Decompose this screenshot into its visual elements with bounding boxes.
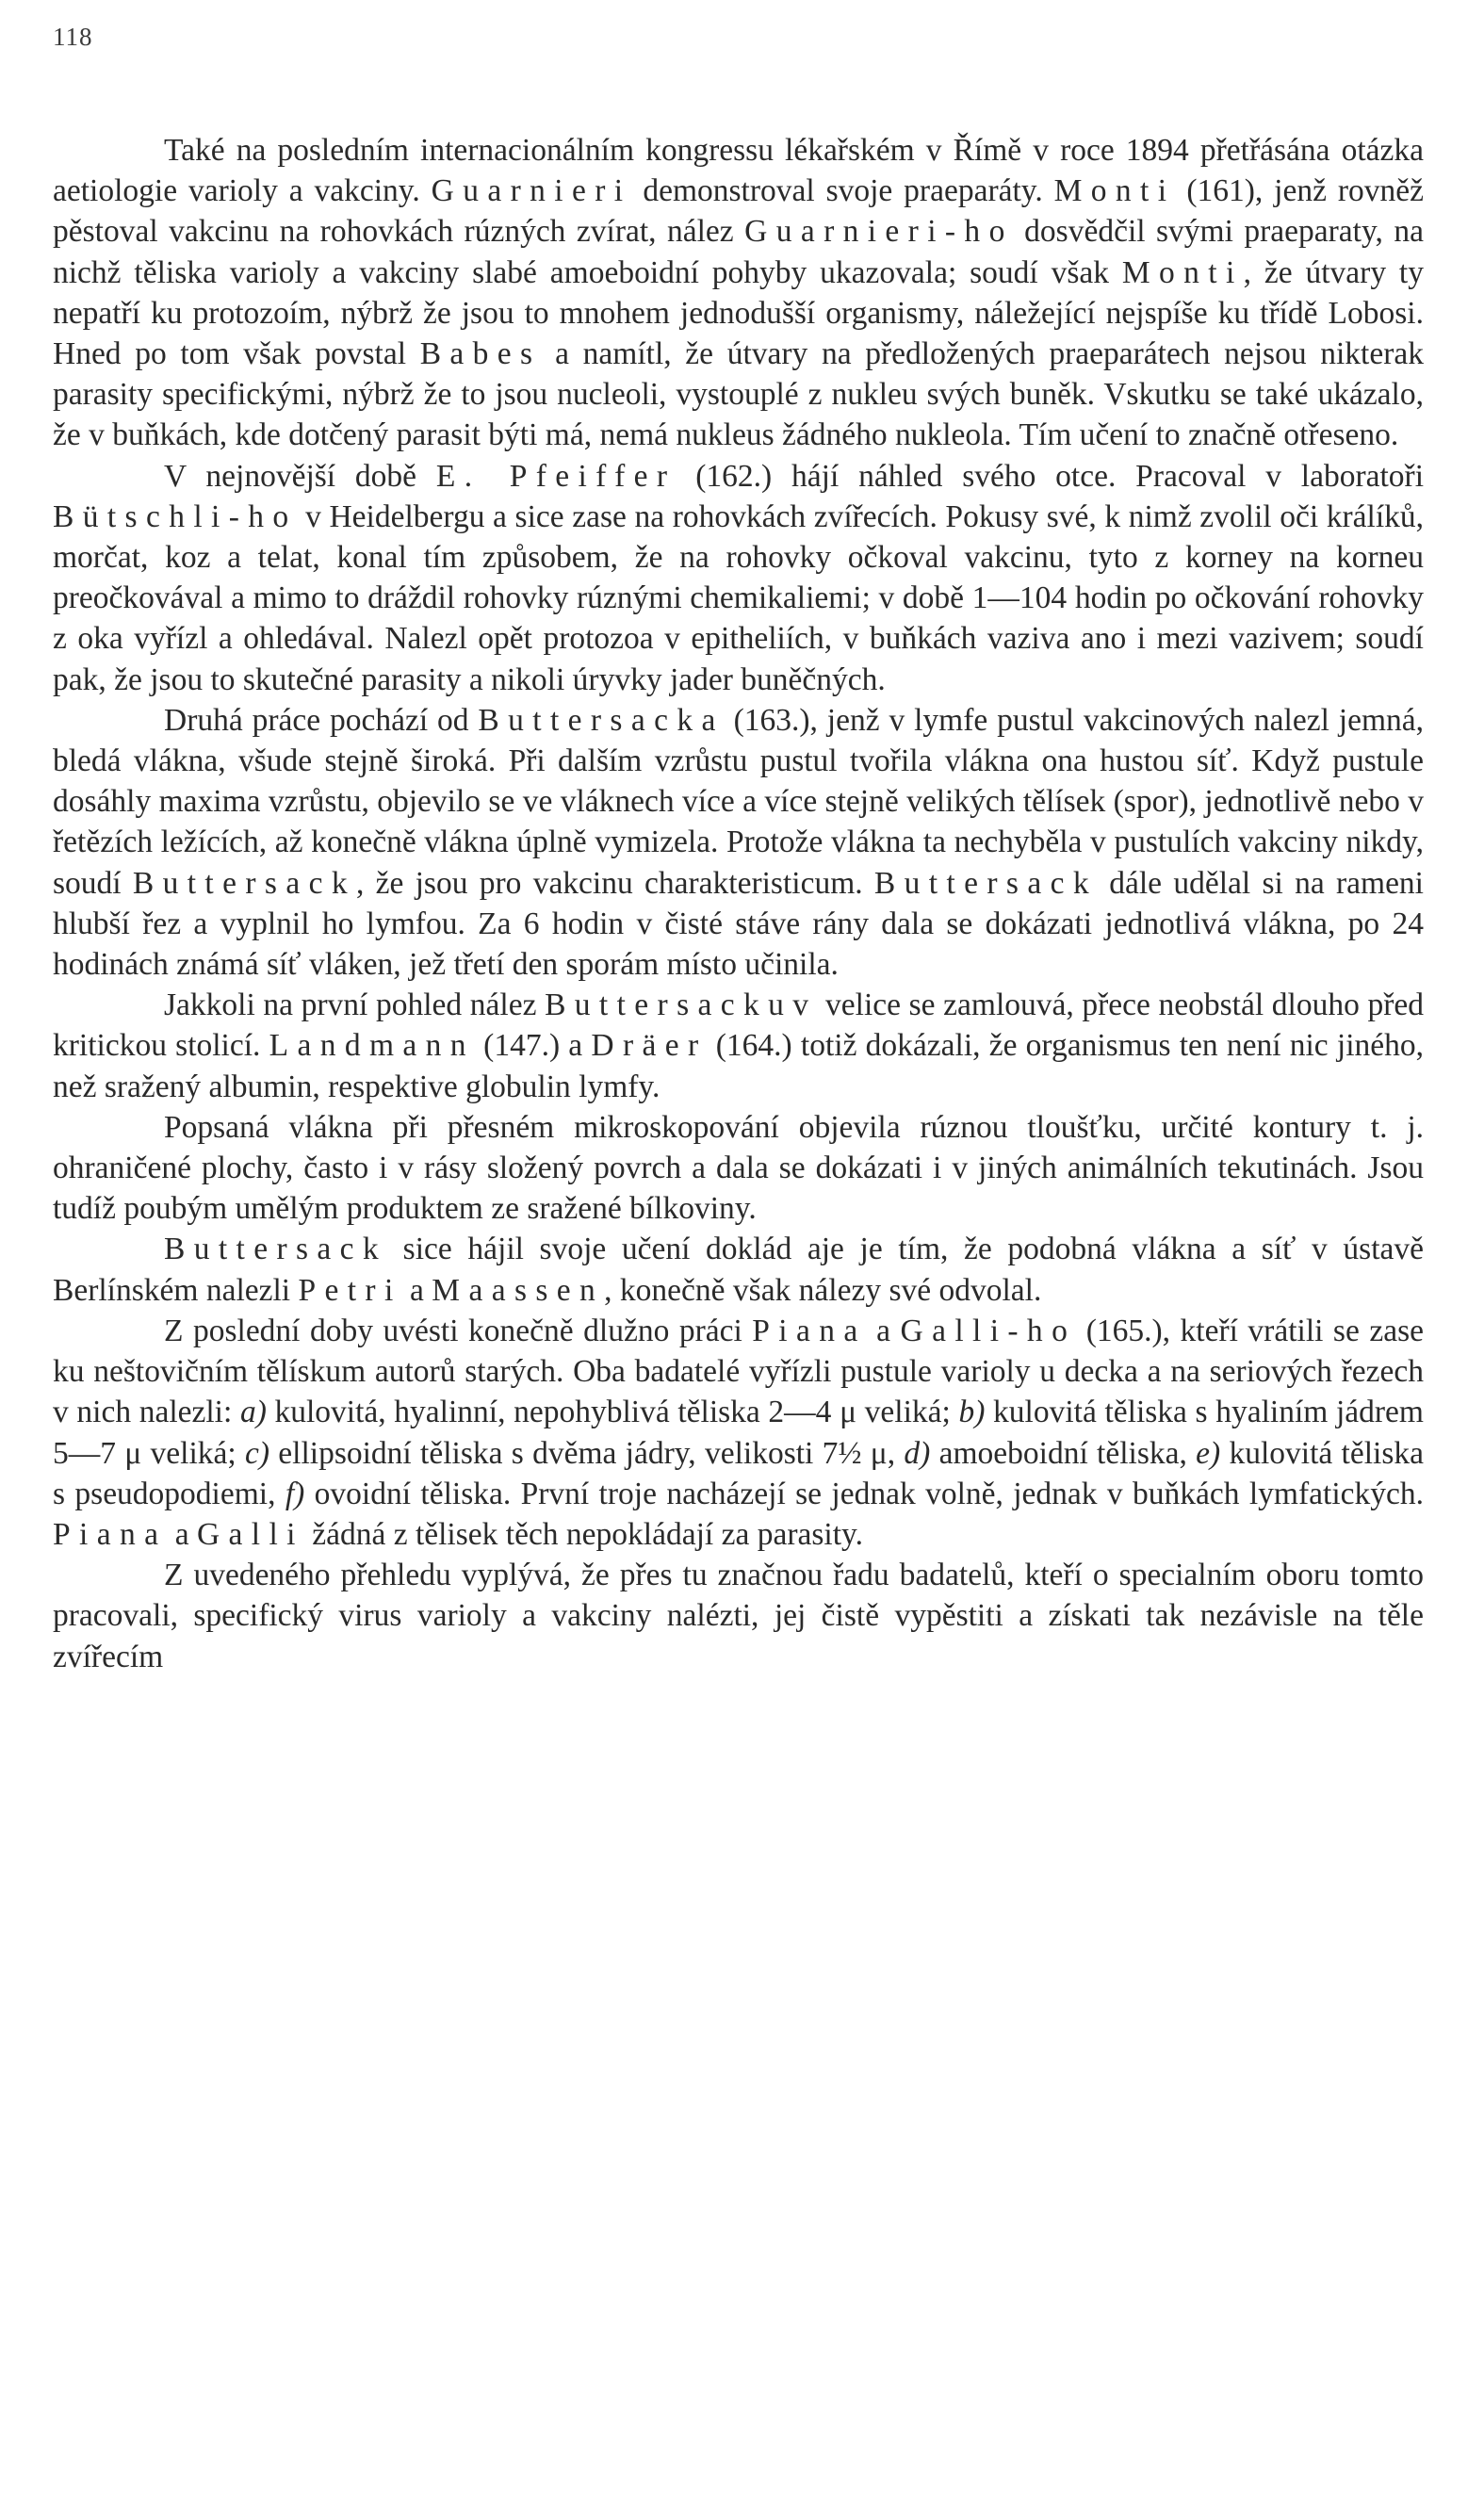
author-name: Guarnieri xyxy=(431,173,632,209)
text-run: demonstroval svoje praeparáty. xyxy=(631,173,1054,209)
text-run: kulovitá, hyalinní, nepohyblivá těliska 2—4 μ veliká; xyxy=(266,1395,959,1430)
list-marker: b) xyxy=(958,1395,986,1430)
body-text xyxy=(53,130,1424,1677)
author-name: Landmann xyxy=(269,1028,475,1064)
text-run: V nejnovější době xyxy=(164,458,436,494)
author-name: Petri xyxy=(298,1272,402,1308)
text-run: a xyxy=(401,1272,432,1308)
author-name: Buttersack xyxy=(164,1232,388,1267)
text-run: v Heidelbergu a sice zase na rohovkách zvířecích. Pokusy své, k nimž zvolil oči králíků, morčat, koz a telat, konal tím způsobem, že na rohovky očkoval vakcinu, tyto z korney na korneu preočkovával a mimo to dráždil rohovky rúznými chemikaliemi; v době 1—104 hodin po očkování rohovky z oka vyřízl a ohledával. Nalezl opět protozoa v epitheliích, v buňkách vaziva ano i mezi vazivem; soudí pak, že jsou to skutečné parasity a nikoli úryvky jader buněčných. xyxy=(53,498,1424,697)
author-name: Piana xyxy=(53,1516,168,1552)
text-run: Z poslední doby uvésti konečně dlužno práci xyxy=(164,1313,753,1348)
text-run: Také na posledním internacionálním kongressu lékařském v Římě v roce 1894 přetřásána otázka aetiologie varioly a vakciny. xyxy=(53,133,1424,209)
text-run: ovoidní těliska. První troje nacházejí se jednak volně, jednak v buňkách lymfatických. xyxy=(304,1476,1424,1511)
list-marker: e) xyxy=(1196,1435,1221,1471)
list-marker: a) xyxy=(239,1395,267,1430)
author-name: Maassen xyxy=(432,1272,605,1308)
author-name: Guarnieri-ho xyxy=(744,214,1014,250)
text-run: (164.) totiž dokázali, že organismus ten není nic jiného, než sražený albumin, respektive globulin lymfy. xyxy=(53,1028,1424,1104)
author-name: Dräer xyxy=(591,1028,708,1064)
paragraph xyxy=(53,456,1424,700)
author-name: Monti xyxy=(1121,254,1244,290)
text-run: sice hájil svoje učení doklád aje je tím, že podobná vlákna a síť v ústavě Berlínském nalezli xyxy=(53,1232,1424,1308)
author-name: Bütschli-ho xyxy=(53,498,298,534)
paragraph xyxy=(53,1229,1424,1310)
paragraph xyxy=(53,985,1424,1107)
text-run: dále udělal si na rameni hlubší řez a vyplnil ho lymfou. Za 6 hodin v čisté stáve rány dala se dokázati jednotlivá vlákna, po 24 hodinách známá síť vláken, jež třetí den sporám místo učinila. xyxy=(53,865,1424,983)
text-run: , že jsou pro vakcinu charakteristicum. xyxy=(355,865,874,901)
text-run: (147.) a xyxy=(474,1028,592,1064)
text-run: , konečně však nálezy své odvolal. xyxy=(604,1272,1042,1308)
paragraph xyxy=(53,1555,1424,1677)
page-number: 118 xyxy=(53,23,93,51)
paragraph xyxy=(53,1311,1424,1555)
text-run: Z uvedeného přehledu vyplývá, že přes tu značnou řadu badatelů, kteří o specialním oboru tomto pracovali, specifický virus varioly a vakciny nalézti, jej čistě vypěstiti a získati tak nezávisle na těle zvířecím xyxy=(53,1558,1424,1674)
author-name: E. Pfeiffer xyxy=(435,458,677,494)
text-run: (162.) hájí náhled svého otce. Pracoval v laboratoři xyxy=(676,458,1425,494)
list-marker: d) xyxy=(904,1435,931,1471)
list-marker: f) xyxy=(285,1476,305,1511)
text-run: žádná z tělisek těch nepokládají za parasity. xyxy=(303,1516,863,1552)
paragraph xyxy=(53,130,1424,456)
author-name: Galli xyxy=(196,1516,304,1552)
author-name: Buttersack xyxy=(873,865,1098,901)
list-marker: c) xyxy=(244,1435,270,1471)
text-run: kulovitá těliska s pseudopodiemi, xyxy=(53,1435,1425,1511)
text-run: Jakkoli na první pohled nález xyxy=(164,987,546,1023)
text-run: velice se zamlouvá, přece neobstál dlouho před kritickou stolicí. xyxy=(53,987,1424,1064)
author-name: Buttersackuv xyxy=(545,987,818,1023)
text-run: , že útvary ty nepatří ku protozoím, nýbrž že jsou to mnohem jednodušší organismy, náležející nejspíše ku třídě Lobosi. Hned po tom však povstal xyxy=(53,254,1424,372)
text-run: Popsaná vlákna při přesném mikroskopování objevila rúznou tloušťku, určité kontury t. j. ohraničené plochy, často i v rásy složený povrch a dala se dokázati i v jiných animálních tekutinách. Jsou tudíž poubým umělým produktem ze sražené bílkoviny. xyxy=(53,1109,1424,1227)
text-run: kulovitá těliska s hyaliním jádrem 5—7 μ veliká; xyxy=(53,1395,1424,1471)
text-run: a namítl, že útvary na předložených praeparátech nejsou nikterak parasity specifickými, nýbrž že to jsou nucleoli, vystouplé z nukleu svých buněk. Vskutku se také ukázalo, že v buňkách, kde dotčený parasit býti má, nemá nukleus žádného nukleola. Tím učení to značně otřeseno. xyxy=(53,336,1424,453)
text-run: a xyxy=(167,1516,197,1552)
author-name: Buttersack xyxy=(132,865,356,901)
text-run: ellipsoidní těliska s dvěma jádry, velikosti 7½ μ, xyxy=(269,1435,905,1471)
paragraph xyxy=(53,1107,1424,1230)
author-name: Buttersacka xyxy=(478,702,725,738)
text-run: (161), jenž rovněž pěstoval vakcinu na rohovkách rúzných zvírat, nález xyxy=(53,173,1424,250)
author-name: Babes xyxy=(419,336,542,372)
text-run: a xyxy=(866,1313,901,1348)
author-name: Monti xyxy=(1053,173,1176,209)
text-run: (165.), kteří vrátili se zase ku neštovičním tělískum autorů starých. Oba badatelé vyřízli pustule varioly u decka a na seriových řezech v nich nalezli: xyxy=(53,1313,1424,1430)
text-run: amoeboidní těliska, xyxy=(930,1435,1197,1471)
paragraph xyxy=(53,700,1424,985)
author-name: Galli-ho xyxy=(900,1313,1077,1348)
author-name: Piana xyxy=(752,1313,867,1348)
text-run: dosvědčil svými praeparaty, na nichž těliska varioly a vakciny slabé amoeboidní pohyby ukazovala; soudí však xyxy=(53,214,1424,290)
text-run: Druhá práce pochází od xyxy=(164,702,479,738)
text-run: (163.), jenž v lymfe pustul vakcinových nalezl jemná, bledá vlákna, všude stejně široká. Při dalším vzrůstu pustul tvořila vlákna ona hustou síť. Když pustule dosáhly maxima vzrůstu, objevilo se ve vláknech více a více stejně velikých tělísek (spor), jednotlivě nebo v řetězích ležících, až konečně vlákna úplně vymizela. Protože vlákna ta nechyběla v pustulích vakciny nikdy, soudí xyxy=(53,702,1424,901)
